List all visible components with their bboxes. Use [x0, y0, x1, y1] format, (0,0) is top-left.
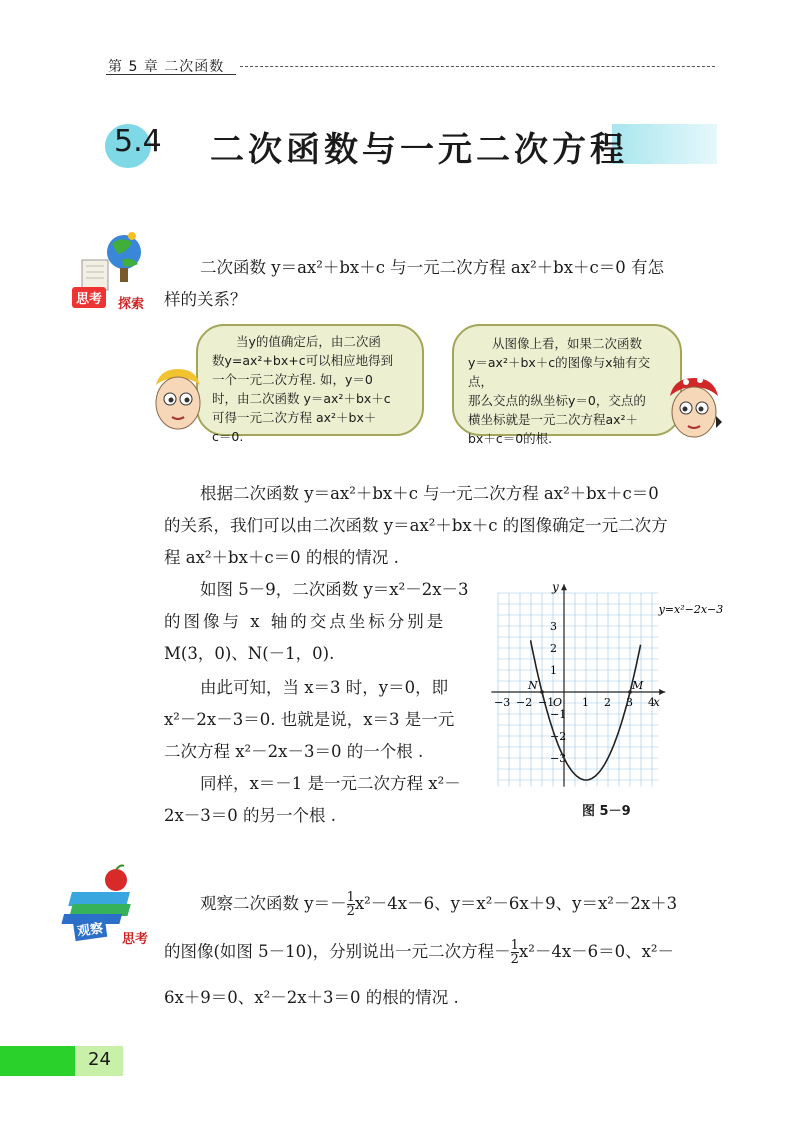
bubble-right-line: 那么交点的纵坐标y＝0，交点的	[468, 393, 646, 408]
point-label-m: M	[632, 679, 644, 692]
origin-label: O	[553, 696, 563, 709]
think-badge-2: 思考	[122, 932, 149, 947]
x-tick-label: 4	[648, 696, 655, 709]
y-tick-label: −1	[550, 708, 567, 721]
bubble-left-line: 一个一元二次方程. 如，y＝0	[212, 372, 373, 387]
paragraph-3-line-3: 二次方程 x²－2x－3＝0 的一个根 .	[164, 742, 424, 761]
explore-badge: 探索	[118, 297, 145, 312]
x-tick-label: 2	[604, 696, 611, 709]
section-number: 5.4	[114, 124, 162, 159]
paragraph-1-line-1: 根据二次函数 y＝ax²＋bx＋c 与一元二次方程 ax²＋bx＋c＝0	[200, 484, 659, 503]
fraction-denominator: 2	[346, 904, 355, 919]
bubble-right-line: bx＋c＝0的根.	[468, 431, 553, 446]
fraction-numerator: 1	[346, 890, 355, 905]
figure-caption: 图 5－9	[582, 804, 631, 819]
point-label-n: N	[528, 679, 538, 692]
y-tick-label: 3	[550, 620, 557, 633]
paragraph-3-line-2: x²－2x－3＝0. 也就是说，x＝3 是一元	[164, 710, 455, 729]
fraction-half-2	[511, 939, 519, 966]
fraction-half	[347, 891, 355, 918]
observe-line-2	[164, 936, 674, 968]
x-tick-label: −3	[494, 696, 511, 709]
intro-line-2: 样的关系？	[164, 290, 247, 309]
parabola-curve	[531, 640, 641, 780]
boy-cartoon-icon	[150, 365, 206, 435]
paragraph-1-line-3: 程 ax²＋bx＋c＝0 的根的情况 .	[164, 548, 399, 567]
bubble-left-line: 可得一元二次方程 ax²＋bx＋	[212, 410, 377, 425]
parabola-chart	[488, 579, 724, 798]
x-axis-arrow	[659, 689, 665, 695]
paragraph-4-line-1: 同样，x＝－1 是一元二次方程 x²－	[200, 774, 461, 793]
y-axis-label: y	[552, 579, 559, 594]
x-tick-label: 1	[582, 696, 589, 709]
y-tick-label: −3	[550, 752, 567, 765]
speech-bubble-right	[452, 324, 682, 446]
header-underline	[106, 74, 236, 75]
y-tick-label: −2	[550, 730, 567, 743]
x-tick-label: −2	[516, 696, 533, 709]
paragraph-4-line-2: 2x－3＝0 的另一个根 .	[164, 806, 337, 825]
bubble-left-line: c＝0.	[212, 429, 244, 444]
observe-line-3: 6x＋9＝0、x²－2x＋3＝0 的根的情况 .	[164, 988, 459, 1007]
speech-bubble-left	[196, 324, 424, 444]
intersection-point-n	[540, 690, 544, 694]
fraction-denominator: 2	[510, 952, 519, 967]
parabola-figure	[488, 579, 724, 798]
observe-line-1	[200, 888, 677, 920]
observe-line-1-start: 观察二次函数 y＝－	[200, 894, 347, 913]
paragraph-3-line-1: 由此可知，当 x＝3 时，y＝0，即	[200, 678, 449, 697]
bubble-left-line: 数y=ax²+bx+c可以相应地得到	[212, 353, 394, 368]
paragraph-2-line-2: 的图像与 x 轴的交点坐标分别是	[164, 612, 447, 631]
header-dashed-rule	[240, 66, 715, 67]
y-tick-label: 1	[550, 664, 557, 677]
fraction-numerator: 1	[510, 938, 519, 953]
x-axis-label: x	[653, 695, 660, 709]
bubble-right-line: 横坐标就是一元二次方程ax²＋	[468, 412, 639, 427]
y-tick-label: 2	[550, 642, 557, 655]
paragraph-2-line-3: M(3，0)、N(－1，0).	[164, 644, 335, 663]
bubble-left-line: 当y的值确定后，由二次函	[236, 334, 381, 349]
chapter-header: 第 5 章 二次函数	[108, 59, 225, 75]
bubble-right-line: 从图像上看，如果二次函数	[492, 336, 643, 351]
observe-badge: 观察	[73, 916, 108, 941]
observe-line-2-end: x²－4x－6＝0、x²－	[518, 942, 675, 961]
paragraph-1-line-2: 的关系，我们可以由二次函数 y＝ax²＋bx＋c 的图像确定一元二次方	[164, 516, 668, 535]
girl-cartoon-icon	[664, 372, 724, 442]
bubble-right-line: y＝ax²＋bx＋c的图像与x轴有交点，	[468, 355, 651, 389]
section-title: 二次函数与一元二次方程	[210, 130, 628, 170]
bubble-left-line: 时，由二次函数 y＝ax²＋bx＋c	[212, 391, 391, 406]
page-number: 24	[88, 1049, 111, 1070]
paragraph-2-line-1: 如图 5－9，二次函数 y＝x²－2x－3	[200, 580, 469, 599]
intro-line-1: 二次函数 y＝ax²＋bx＋c 与一元二次方程 ax²＋bx＋c＝0 有怎	[200, 258, 665, 277]
observe-line-2-start: 的图像(如图 5－10)，分别说出一元二次方程－	[164, 942, 511, 961]
think-badge: 思考	[72, 287, 106, 308]
page-footer-bar	[0, 1046, 75, 1076]
function-label: y=x²−2x−3	[658, 602, 724, 616]
y-axis-arrow	[561, 584, 567, 590]
x-tick-label: −1	[538, 696, 555, 709]
observe-line-1-end: x²－4x－6、y＝x²－6x＋9、y＝x²－2x＋3	[354, 894, 678, 913]
x-tick-label: 3	[626, 696, 633, 709]
